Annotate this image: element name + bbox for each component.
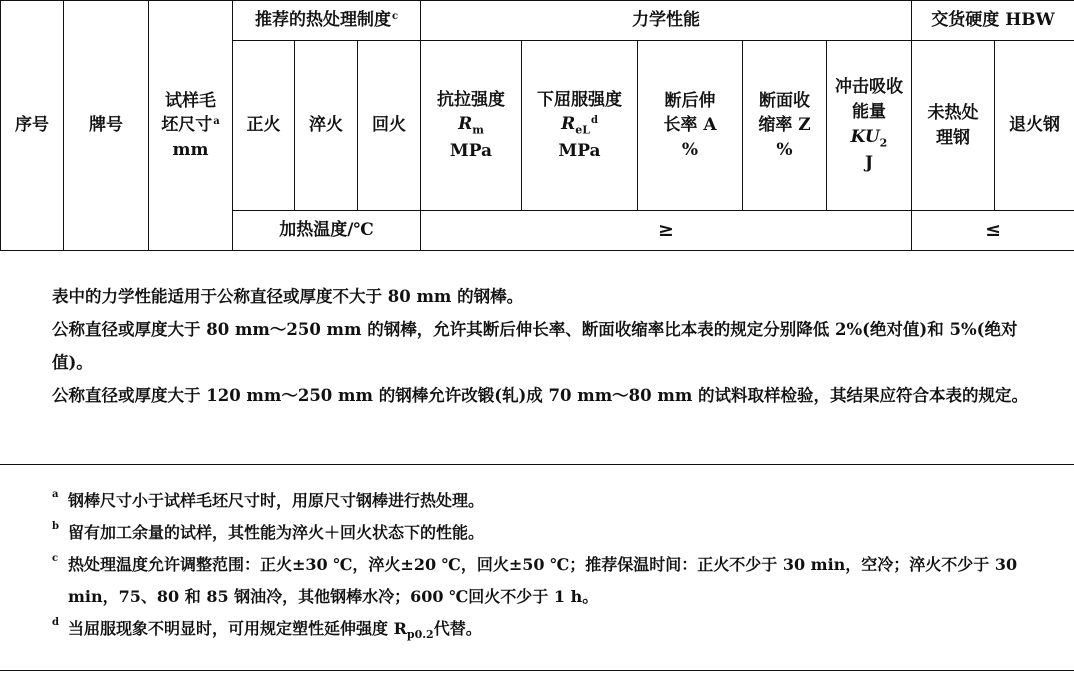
header-reduction-of-area: 断面收 缩率 Z %: [743, 41, 827, 211]
max-requirement-symbol: ≤: [912, 211, 1074, 251]
header-yield-strength: 下屈服强度 $R_{eL}^d$ MPa: [522, 41, 638, 211]
footnote-b: b 留有加工余量的试样，其性能为淬火＋回火状态下的性能。: [52, 517, 1056, 549]
header-tensile-strength: 抗拉强度 $R_m$ MPa: [421, 41, 522, 211]
footnote-c: c 热处理温度允许调整范围：正火±30 ℃，淬火±20 ℃，回火±50 ℃；推荐保温时间：正火不少于 30 min，空冷；淬火不少于 30 min，75、80 和 85 钢油冷，其他钢棒水冷；600 ℃回火不少于 1 h。: [52, 549, 1056, 613]
mechanical-properties-table: [0, 0, 1074, 251]
header-heat-treatment: 推荐的热处理制度$^c$: [233, 1, 421, 41]
header-heating-temperature: 加热温度/℃: [233, 211, 421, 251]
header-tempering: 回火: [358, 41, 421, 211]
header-elongation: 断后伸 长率 A %: [638, 41, 743, 211]
min-requirement-symbol: ≥: [421, 211, 912, 251]
footnotes: [0, 465, 1074, 675]
note-paragraph: 公称直径或厚度大于 120 mm～250 mm 的钢棒允许改锻(轧)成 70 mm～80 mm 的试料取样检验，其结果应符合本表的规定。: [52, 386, 1029, 405]
footnote-a: a 钢棒尺寸小于试样毛坯尺寸时，用原尺寸钢棒进行热处理。: [52, 485, 1056, 517]
note-paragraph: 公称直径或厚度大于 80 mm～250 mm 的钢棒，允许其断后伸长率、断面收缩率比本表的规定分别降低 2%(绝对值)和 5%(绝对值)。: [52, 320, 1018, 372]
footnote-mark: b: [52, 521, 59, 532]
header-quenching: 淬火: [295, 41, 358, 211]
bottom-rule: [0, 670, 1074, 671]
header-grade: 牌号: [64, 1, 149, 251]
header-untreated-steel: 未热处 理钢: [912, 41, 995, 211]
header-blank-size: 试样毛 坯尺寸$^a$ mm: [149, 1, 233, 251]
footnote-d: d 当屈服现象不明显时，可用规定塑性延伸强度 $R_{p0.2}$代替。: [52, 613, 1056, 651]
header-delivery-hardness: 交货硬度 HBW: [912, 1, 1074, 41]
note-paragraph: 表中的力学性能适用于公称直径或厚度不大于 80 mm 的钢棒。: [52, 287, 524, 306]
header-seq: 序号: [1, 1, 64, 251]
header-annealed-steel: 退火钢: [995, 41, 1074, 211]
header-mechanical-properties: 力学性能: [421, 1, 912, 41]
header-impact-energy: 冲击吸收 能量 $KU_2$ J: [827, 41, 912, 211]
header-normalizing: 正火: [233, 41, 295, 211]
footnote-mark: a: [52, 489, 59, 500]
footnote-mark: d: [52, 617, 59, 628]
footnote-mark: c: [52, 553, 59, 564]
table-notes: [0, 250, 1074, 465]
